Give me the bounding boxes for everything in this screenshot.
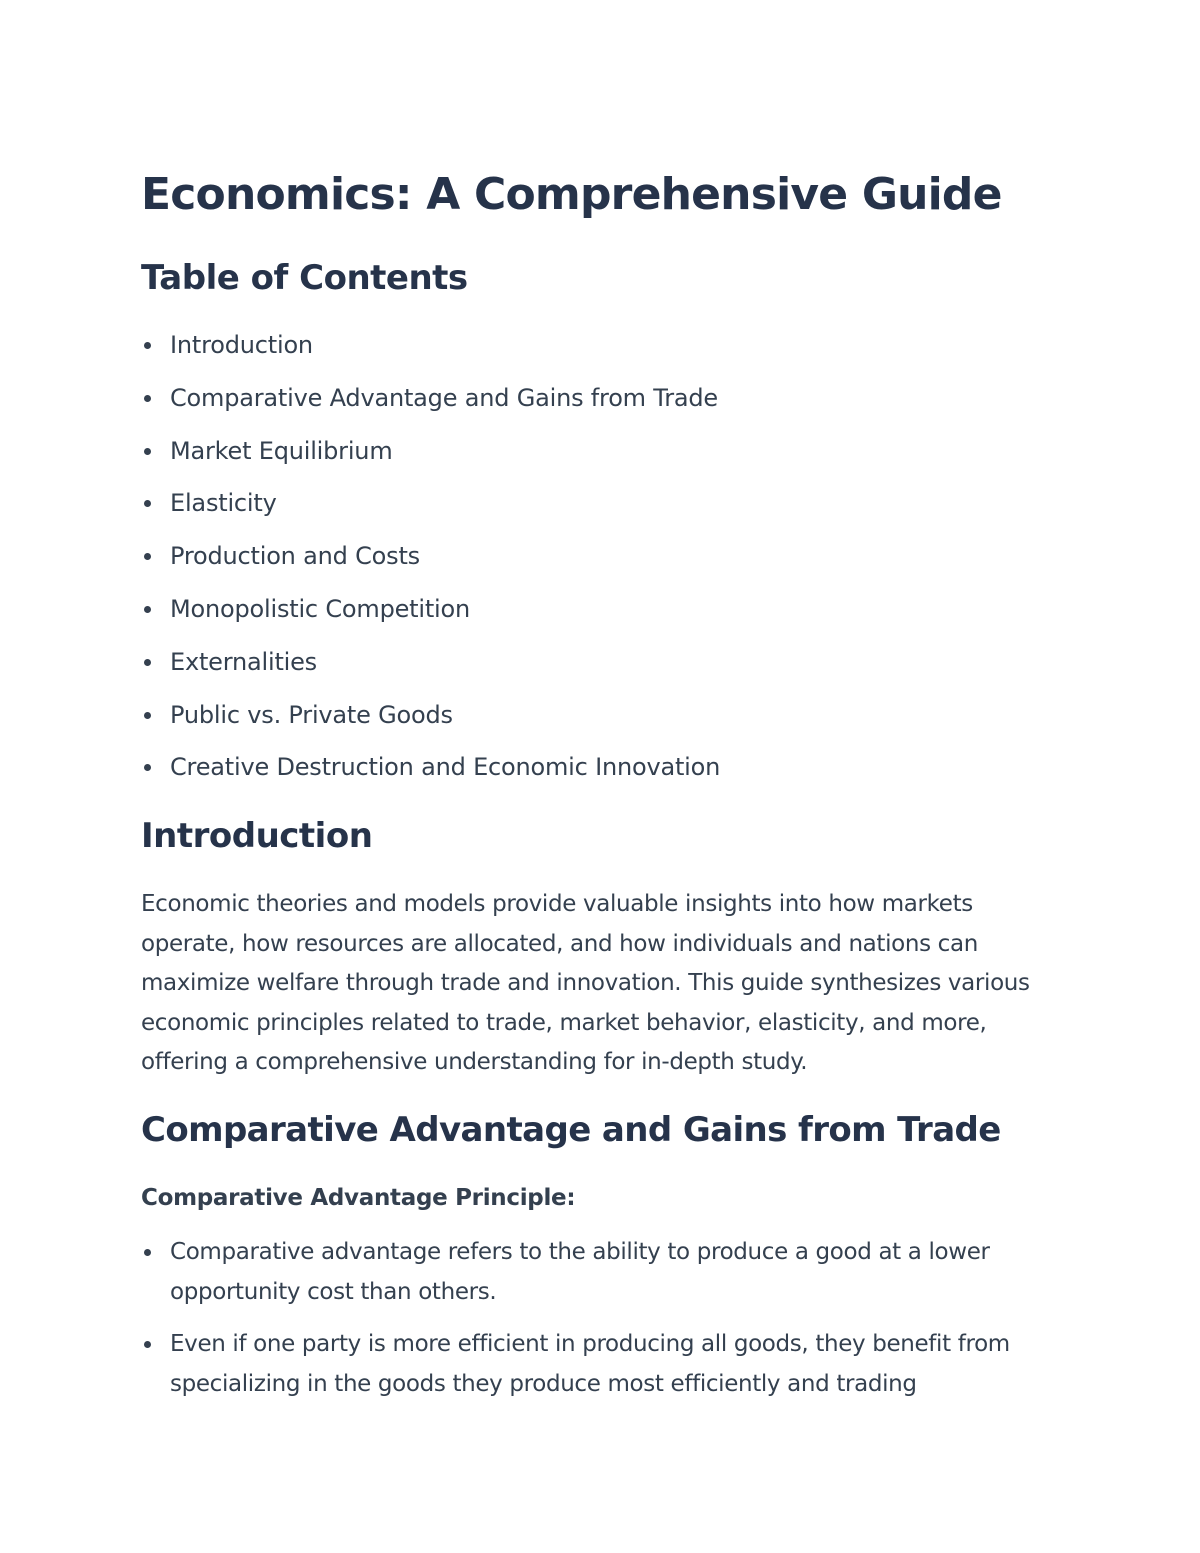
toc-item-comparative-advantage[interactable] bbox=[141, 378, 720, 418]
comparative-advantage-heading: Comparative Advantage and Gains from Trade bbox=[141, 1110, 1001, 1150]
toc-item-label: Creative Destruction and Economic Innovation bbox=[170, 753, 721, 782]
list-item-text: Even if one party is more efficient in producing all goods, they benefit from specializing in the goods they produce most efficiently and trading bbox=[170, 1331, 1010, 1397]
bullet-icon bbox=[144, 1341, 151, 1348]
toc-item-label: Public vs. Private Goods bbox=[170, 700, 453, 729]
list-item bbox=[141, 1324, 1061, 1404]
introduction-paragraph: Economic theories and models provide valuable insights into how markets operate, how resources are allocated, and how individuals and nations can maximize welfare through trade and innovation. This guide synthesizes various economic principles related to trade, market behavior, elasticity, and more, offering a comprehensive understanding for in-depth study. bbox=[141, 891, 1030, 1076]
toc-item-label: Elasticity bbox=[170, 489, 277, 518]
toc-item-public-vs-private-goods[interactable] bbox=[141, 695, 720, 735]
toc-item-introduction[interactable] bbox=[141, 325, 720, 365]
bullet-icon bbox=[144, 659, 151, 666]
toc-item-externalities[interactable] bbox=[141, 642, 720, 682]
bullet-icon bbox=[144, 448, 151, 455]
bullet-icon bbox=[144, 553, 151, 560]
toc-item-label: Comparative Advantage and Gains from Trade bbox=[170, 383, 718, 412]
toc-item-label: Externalities bbox=[170, 647, 317, 676]
list-item bbox=[141, 1232, 1061, 1312]
bullet-icon bbox=[144, 500, 151, 507]
bullet-icon bbox=[144, 606, 151, 613]
toc-item-monopolistic-competition[interactable] bbox=[141, 589, 720, 629]
toc-item-creative-destruction[interactable] bbox=[141, 747, 720, 787]
bullet-icon bbox=[144, 395, 151, 402]
toc-item-market-equilibrium[interactable] bbox=[141, 431, 720, 471]
toc-heading: Table of Contents bbox=[141, 258, 468, 298]
comparative-advantage-subheading: Comparative Advantage Principle: bbox=[141, 1185, 576, 1211]
toc-item-label: Introduction bbox=[170, 331, 313, 359]
toc-item-label: Market Equilibrium bbox=[170, 436, 393, 465]
table-of-contents bbox=[141, 325, 720, 800]
toc-item-elasticity[interactable] bbox=[141, 483, 720, 523]
bullet-icon bbox=[144, 1249, 151, 1256]
comparative-advantage-list bbox=[141, 1232, 1061, 1416]
bullet-icon bbox=[144, 342, 151, 349]
toc-item-label: Monopolistic Competition bbox=[170, 594, 471, 623]
bullet-icon bbox=[144, 712, 151, 719]
document-title: Economics: A Comprehensive Guide bbox=[141, 169, 1002, 220]
toc-item-production-and-costs[interactable] bbox=[141, 536, 720, 576]
bullet-icon bbox=[144, 764, 151, 771]
introduction-heading: Introduction bbox=[141, 816, 373, 856]
toc-item-label: Production and Costs bbox=[170, 542, 420, 571]
list-item-text: Comparative advantage refers to the ability to produce a good at a lower opportunity cost than others. bbox=[170, 1239, 990, 1305]
